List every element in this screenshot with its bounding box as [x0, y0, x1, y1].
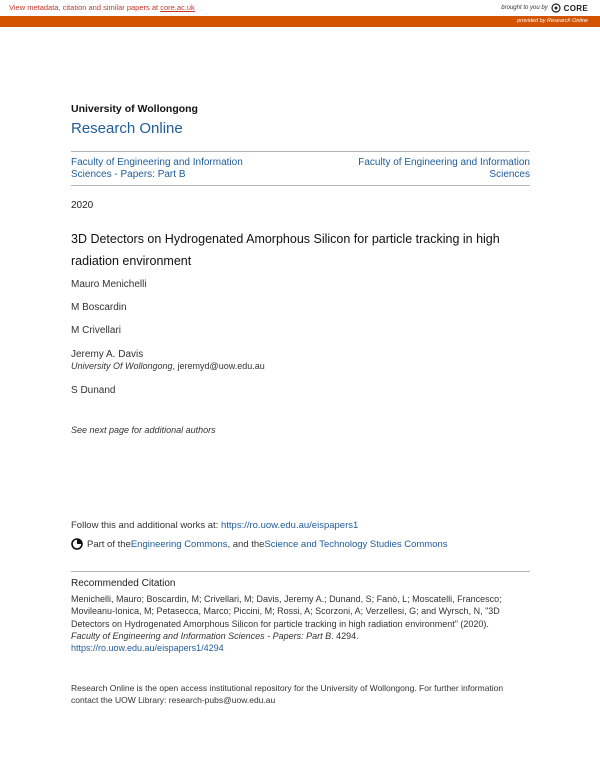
footer-note: Research Online is the open access institutional repository for the University of Wollongong. For further information contact the UOW Library: research-pubs@uow.edu.au	[71, 683, 504, 705]
author-1: Mauro Menichelli	[71, 279, 147, 290]
provider-bar	[0, 16, 600, 27]
author-4-affiliation	[71, 361, 265, 371]
sts-commons-link[interactable]: Science and Technology Studies Commons	[264, 538, 448, 550]
follow-link[interactable]: https://ro.uow.edu.au/eispapers1	[220, 520, 359, 531]
core-branding	[501, 3, 588, 13]
see-next-page-note: See next page for additional authors	[71, 425, 216, 435]
follow-line	[71, 520, 358, 531]
series-link-right[interactable]: Faculty of Engineering and Information Sciences	[358, 157, 530, 180]
divider-bottom	[71, 185, 530, 186]
author-4: Jeremy A. Davis	[71, 349, 144, 360]
top-banner	[0, 0, 600, 16]
commons-icon	[71, 538, 83, 550]
follow-text: Follow this and additional works at:	[71, 520, 221, 531]
part-of-middle: , and the	[227, 538, 265, 550]
divider-top	[71, 151, 530, 152]
university-name: University of Wollongong	[71, 103, 198, 115]
core-metadata-link[interactable]	[9, 3, 195, 12]
engineering-commons-link[interactable]: Engineering Commons	[130, 538, 228, 550]
author-2: M Boscardin	[71, 302, 127, 313]
author-email: , jeremyd@uow.edu.au	[172, 361, 265, 371]
divider-citation	[71, 571, 530, 572]
brought-text: brought to you by	[501, 5, 548, 11]
citation-text: Menichelli, Mauro; Boscardin, M; Crivellari, M; Davis, Jeremy A.; Dunand, S; Fanò, L; Moscatelli, Francesco; Movileanu-Ionica, M; Petasecca, Marco; Piccini, M; Rossi, A; Scorzoni, A; Verzellesi, G; and Wyrsch, N, "3D Detectors on Hydrogenated Amorphous Silicon for particle tracking in high radiation environment" (2020).	[71, 594, 502, 629]
paper-title: 3D Detectors on Hydrogenated Amorphous Silicon for particle tracking in high radiation environment	[71, 232, 500, 268]
affiliation-name: University Of Wollongong	[71, 361, 173, 371]
citation-url[interactable]: https://ro.uow.edu.au/eispapers1/4294	[71, 643, 224, 654]
core-logo-text: CORE	[563, 3, 588, 13]
provided-text: provided by Research Online	[517, 18, 588, 24]
citation-body	[71, 593, 531, 654]
core-link[interactable]: core.ac.uk	[160, 3, 195, 12]
part-of-line	[71, 538, 448, 550]
citation-journal: Faculty of Engineering and Information Sciences - Papers: Part B	[71, 630, 332, 641]
series-link-left[interactable]: Faculty of Engineering and Information Sciences - Papers: Part B	[71, 157, 243, 180]
author-3: M Crivellari	[71, 325, 121, 336]
citation-heading: Recommended Citation	[71, 578, 176, 589]
repository-name[interactable]: Research Online	[71, 120, 183, 137]
citation-number: . 4294.	[331, 630, 359, 641]
publication-year: 2020	[71, 200, 94, 211]
core-metadata-text: View metadata, citation and similar papers at	[9, 3, 161, 12]
part-of-prefix: Part of the	[87, 538, 131, 550]
core-logo-icon	[551, 3, 561, 13]
author-5: S Dunand	[71, 385, 116, 396]
